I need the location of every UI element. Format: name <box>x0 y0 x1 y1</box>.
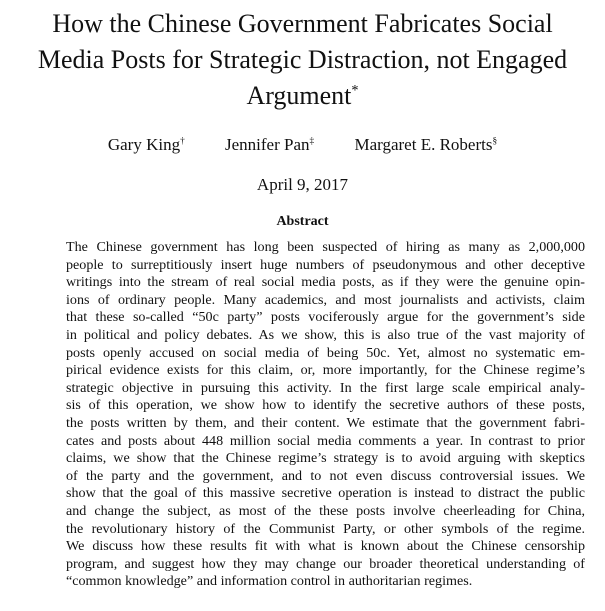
abstract-line: in political and policy debates. As we show, this is also true of the vast majority of <box>66 326 585 343</box>
title-line-text: Argument <box>246 81 352 110</box>
abstract-line: sis of this operation, we show how to identify the secretive authors of these posts, <box>66 397 585 414</box>
author <box>225 134 314 156</box>
title-line: Media Posts for Strategic Distraction, not Engaged <box>37 45 568 74</box>
author-footnote-mark: † <box>180 136 185 147</box>
paper-title <box>0 6 605 114</box>
abstract-line: claims, we show that the Chinese regime’s strategy is to avoid arguing with skeptics <box>66 450 585 467</box>
author-name: Margaret E. Roberts <box>354 135 493 154</box>
publication-date: April 9, 2017 <box>256 175 349 194</box>
abstract-line: “common knowledge” and information control in authoritarian regimes. <box>66 573 473 590</box>
abstract-text <box>66 239 585 591</box>
abstract-heading: Abstract <box>276 214 329 229</box>
abstract-line: The Chinese government has long been suspected of hiring as many as 2,000,000 <box>66 239 585 255</box>
author <box>354 134 497 156</box>
abstract-line: people to surreptitiously insert huge numbers of pseudonymous and other deceptive <box>66 256 585 273</box>
abstract-line: the revolutionary history of the Communist Party, or other symbols of the regime. <box>66 520 585 537</box>
title-line <box>0 78 605 114</box>
author-list <box>0 134 605 156</box>
abstract-line: the posts written by them, and their content. We estimate that the government fabri- <box>66 414 585 431</box>
title-footnote-mark: * <box>351 82 359 99</box>
abstract-line: writings into the stream of real social media posts, as if they were the genuine opin- <box>66 274 585 291</box>
abstract-line: program, and suggest how they may change our broader theoretical understanding of <box>66 555 585 572</box>
abstract-line: posts openly accused on social media of being 50c. Yet, almost no systematic em- <box>66 344 585 361</box>
abstract-line: and change the subject, as most of the these posts involve cheerleading for China, <box>66 502 585 519</box>
author-name: Jennifer Pan <box>225 135 310 154</box>
abstract-line: cates and posts about 448 million social media comments a year. In contrast to prior <box>66 432 585 449</box>
abstract-line: strategic objective in pursuing this activity. In the first large scale empirical analy- <box>66 379 585 396</box>
abstract-line: We discuss how these results fit with what is known about the Chinese censorship <box>66 538 585 555</box>
abstract-line: that these so-called “50c party” posts vociferously argue for the government’s side <box>66 309 585 326</box>
author <box>108 134 185 156</box>
abstract-line: of the party and the government, and to not even discuss controversial issues. We <box>66 467 585 484</box>
author-footnote-mark: § <box>492 136 498 147</box>
title-line: How the Chinese Government Fabricates Social <box>52 9 553 38</box>
abstract-line: show that the goal of this massive secretive operation is instead to distract the public <box>66 485 585 502</box>
abstract-line: pirical evidence exists for this claim, or, more importantly, for the Chinese regime’s <box>66 362 585 379</box>
author-name: Gary King <box>107 135 181 154</box>
abstract-line: ions of ordinary people. Many academics, and most journalists and activists, claim <box>66 291 585 308</box>
author-footnote-mark: ‡ <box>309 136 315 147</box>
